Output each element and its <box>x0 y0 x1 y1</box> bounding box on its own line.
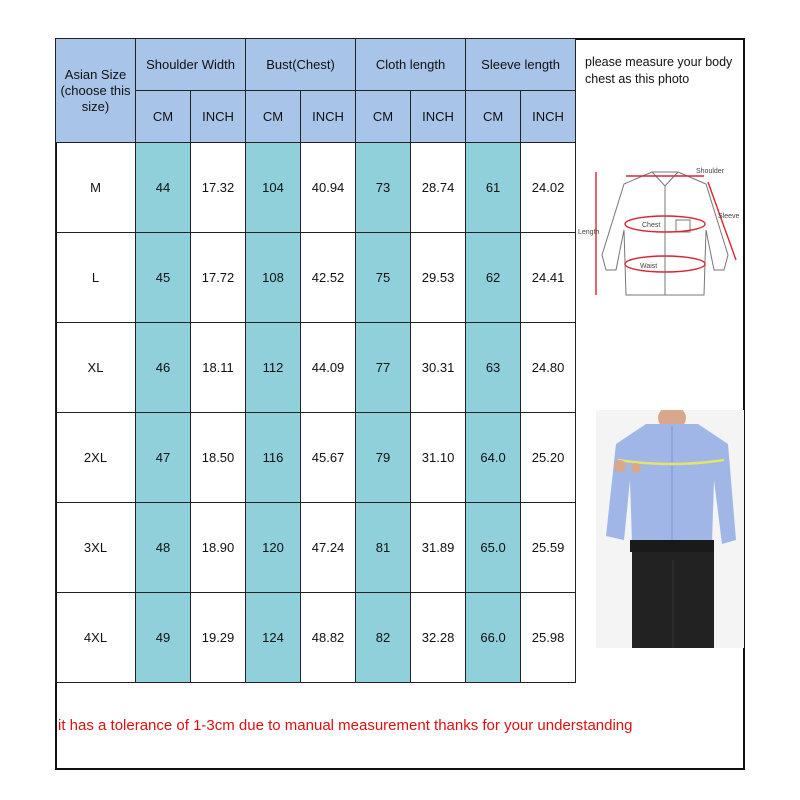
cm-value-cell: 81 <box>356 503 411 593</box>
unit-cm: CM <box>356 91 411 143</box>
shoulder-width-header: Shoulder Width <box>136 39 246 91</box>
diagram-length-label: Length <box>578 229 600 236</box>
inch-value-cell: 25.98 <box>521 593 576 683</box>
inch-value-cell: 47.24 <box>301 503 356 593</box>
cm-value-cell: 46 <box>136 323 191 413</box>
cm-value-cell: 112 <box>246 323 301 413</box>
table-row <box>56 323 576 413</box>
inch-value-cell: 40.94 <box>301 143 356 233</box>
inch-value-cell: 19.29 <box>191 593 246 683</box>
measure-instruction: please measure your body chest as this photo <box>585 55 733 86</box>
inch-value-cell: 30.31 <box>411 323 466 413</box>
cm-value-cell: 63 <box>466 323 521 413</box>
cm-value-cell: 104 <box>246 143 301 233</box>
cm-value-cell: 45 <box>136 233 191 323</box>
chest-measurement-photo <box>596 410 744 648</box>
size-column-header: Asian Size (choose this size) <box>56 39 136 143</box>
cm-value-cell: 116 <box>246 413 301 503</box>
cm-value-cell: 64.0 <box>466 413 521 503</box>
cm-value-cell: 120 <box>246 503 301 593</box>
diagram-chest-label: Chest <box>642 222 661 229</box>
inch-value-cell: 31.89 <box>411 503 466 593</box>
cm-value-cell: 48 <box>136 503 191 593</box>
cm-value-cell: 77 <box>356 323 411 413</box>
size-cell: 3XL <box>56 503 136 593</box>
cm-value-cell: 79 <box>356 413 411 503</box>
diagram-sleeve-label: Sleeve <box>718 213 740 220</box>
unit-inch: INCH <box>521 91 576 143</box>
inch-value-cell: 48.82 <box>301 593 356 683</box>
unit-cm: CM <box>246 91 301 143</box>
shirt-measurement-diagram <box>578 160 746 310</box>
cm-value-cell: 47 <box>136 413 191 503</box>
table-row <box>56 413 576 503</box>
size-table <box>55 38 576 683</box>
inch-value-cell: 44.09 <box>301 323 356 413</box>
inch-value-cell: 45.67 <box>301 413 356 503</box>
cm-value-cell: 65.0 <box>466 503 521 593</box>
size-cell: 4XL <box>56 593 136 683</box>
inch-value-cell: 17.32 <box>191 143 246 233</box>
unit-inch: INCH <box>301 91 356 143</box>
inch-value-cell: 42.52 <box>301 233 356 323</box>
table-row <box>56 593 576 683</box>
inch-value-cell: 18.90 <box>191 503 246 593</box>
cm-value-cell: 66.0 <box>466 593 521 683</box>
inch-value-cell: 25.20 <box>521 413 576 503</box>
inch-value-cell: 25.59 <box>521 503 576 593</box>
table-row <box>56 143 576 233</box>
diagram-shoulder-label: Shoulder <box>696 168 725 175</box>
cm-value-cell: 108 <box>246 233 301 323</box>
cm-value-cell: 82 <box>356 593 411 683</box>
table-row <box>56 503 576 593</box>
cm-value-cell: 61 <box>466 143 521 233</box>
cm-value-cell: 62 <box>466 233 521 323</box>
inch-value-cell: 24.02 <box>521 143 576 233</box>
size-cell: L <box>56 233 136 323</box>
inch-value-cell: 18.11 <box>191 323 246 413</box>
unit-cm: CM <box>466 91 521 143</box>
table-row <box>56 233 576 323</box>
diagram-waist-label: Waist <box>640 263 658 270</box>
cm-value-cell: 124 <box>246 593 301 683</box>
cm-value-cell: 75 <box>356 233 411 323</box>
bust-header: Bust(Chest) <box>246 39 356 91</box>
inch-value-cell: 29.53 <box>411 233 466 323</box>
inch-value-cell: 24.80 <box>521 323 576 413</box>
cm-value-cell: 44 <box>136 143 191 233</box>
inch-value-cell: 32.28 <box>411 593 466 683</box>
cm-value-cell: 49 <box>136 593 191 683</box>
unit-cm: CM <box>136 91 191 143</box>
inch-value-cell: 31.10 <box>411 413 466 503</box>
size-cell: 2XL <box>56 413 136 503</box>
tolerance-note: it has a tolerance of 1-3cm due to manual measurement thanks for your understanding <box>58 717 633 734</box>
table-bottom-rule <box>55 682 575 683</box>
inch-value-cell: 28.74 <box>411 143 466 233</box>
unit-inch: INCH <box>411 91 466 143</box>
size-cell: M <box>56 143 136 233</box>
unit-inch: INCH <box>191 91 246 143</box>
cloth-length-header: Cloth length <box>356 39 466 91</box>
inch-value-cell: 24.41 <box>521 233 576 323</box>
sleeve-length-header: Sleeve length <box>466 39 576 91</box>
size-cell: XL <box>56 323 136 413</box>
cm-value-cell: 73 <box>356 143 411 233</box>
inch-value-cell: 17.72 <box>191 233 246 323</box>
inch-value-cell: 18.50 <box>191 413 246 503</box>
